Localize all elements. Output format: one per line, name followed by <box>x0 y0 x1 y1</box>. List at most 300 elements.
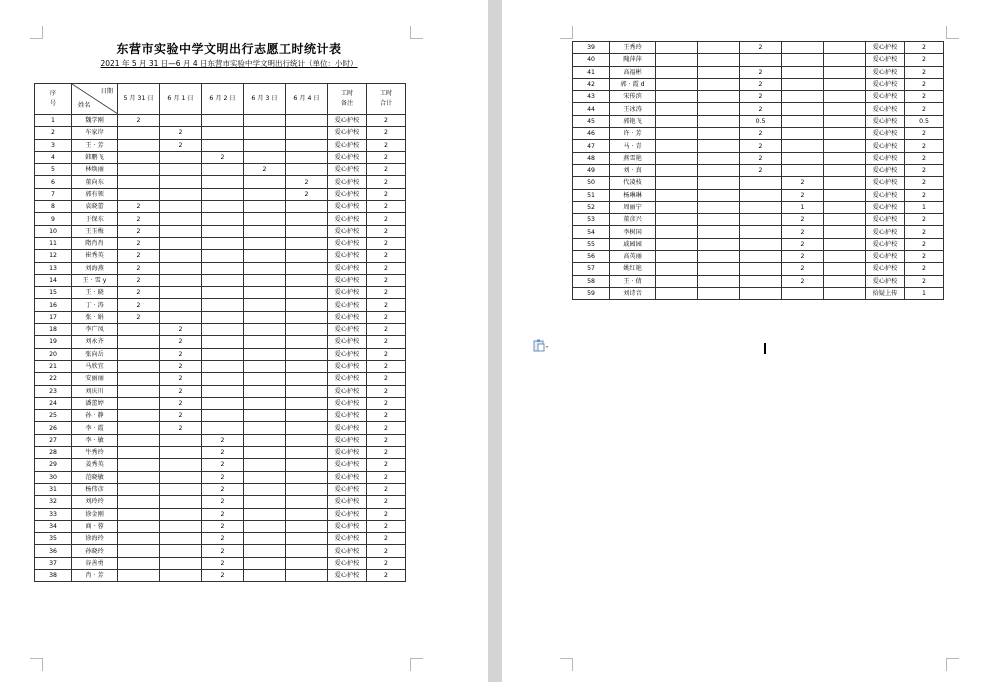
hours-cell <box>782 128 824 140</box>
table-row <box>35 471 406 483</box>
seq-cell: 38 <box>35 569 72 581</box>
hours-cell <box>118 188 160 200</box>
name-cell: 高福彬 <box>610 66 656 78</box>
hours-cell <box>286 360 328 372</box>
table-row <box>35 373 406 385</box>
hours-cell <box>202 287 244 299</box>
hours-cell <box>202 410 244 422</box>
hours-cell <box>118 373 160 385</box>
hours-cell <box>244 397 286 409</box>
hours-cell <box>118 545 160 557</box>
hours-cell: 2 <box>202 520 244 532</box>
hours-cell <box>286 287 328 299</box>
hours-cell: 2 <box>160 360 202 372</box>
seq-cell: 29 <box>35 459 72 471</box>
hours-cell <box>698 226 740 238</box>
seq-cell: 8 <box>35 201 72 213</box>
margin-mark <box>946 26 959 39</box>
hours-cell <box>656 226 698 238</box>
seq-cell: 12 <box>35 250 72 262</box>
hours-cell: 2 <box>202 569 244 581</box>
hours-cell: 2 <box>202 459 244 471</box>
note-cell: 爱心护校 <box>328 434 367 446</box>
hours-cell <box>160 520 202 532</box>
name-cell: 安丽丽 <box>72 373 118 385</box>
hours-cell <box>698 263 740 275</box>
seq-cell: 37 <box>35 557 72 569</box>
note-cell: 爱心护校 <box>328 410 367 422</box>
table-row <box>35 397 406 409</box>
hours-cell <box>160 545 202 557</box>
hours-cell <box>286 115 328 127</box>
hours-cell <box>118 324 160 336</box>
hours-cell: 2 <box>202 496 244 508</box>
hours-cell <box>244 569 286 581</box>
table-row <box>35 545 406 557</box>
hours-cell <box>244 176 286 188</box>
hours-cell <box>824 66 866 78</box>
seq-cell: 34 <box>35 520 72 532</box>
name-cell: 刘永齐 <box>72 336 118 348</box>
hours-cell: 2 <box>160 397 202 409</box>
total-cell: 2 <box>905 251 944 263</box>
hours-cell <box>286 483 328 495</box>
note-cell: 爱心护校 <box>866 54 905 66</box>
seq-cell: 15 <box>35 287 72 299</box>
hours-cell: 2 <box>202 508 244 520</box>
hours-cell <box>286 447 328 459</box>
hours-cell <box>782 78 824 90</box>
hours-cell <box>824 42 866 54</box>
name-cell: 刘玲玲 <box>72 496 118 508</box>
name-cell: 张向岳 <box>72 348 118 360</box>
hours-cell <box>244 225 286 237</box>
hours-cell <box>160 176 202 188</box>
hours-cell: 2 <box>202 434 244 446</box>
total-cell: 2 <box>367 127 406 139</box>
hours-cell <box>782 103 824 115</box>
note-cell: 爱心护校 <box>866 91 905 103</box>
table-row <box>35 164 406 176</box>
hours-cell <box>118 151 160 163</box>
seq-cell: 24 <box>35 397 72 409</box>
hours-cell <box>244 422 286 434</box>
note-cell: 爱心护校 <box>328 483 367 495</box>
seq-cell: 14 <box>35 274 72 286</box>
hours-cell <box>782 164 824 176</box>
name-cell: 燕雪艳 <box>610 152 656 164</box>
table-row <box>35 287 406 299</box>
hours-cell <box>160 225 202 237</box>
hours-cell <box>202 274 244 286</box>
hours-cell <box>656 78 698 90</box>
hours-cell <box>824 115 866 127</box>
hours-cell: 2 <box>286 176 328 188</box>
hours-cell <box>202 237 244 249</box>
hours-cell <box>824 164 866 176</box>
total-header: 工时 合计 <box>367 84 406 115</box>
hours-cell <box>244 127 286 139</box>
table-row <box>573 152 944 164</box>
hours-cell <box>698 189 740 201</box>
total-cell: 2 <box>905 66 944 78</box>
hours-cell <box>824 201 866 213</box>
name-cell: 王玉梅 <box>72 225 118 237</box>
hours-cell <box>244 213 286 225</box>
table-row <box>35 139 406 151</box>
hours-cell <box>118 127 160 139</box>
total-cell: 2 <box>905 177 944 189</box>
note-cell: 爱心护校 <box>328 151 367 163</box>
hours-cell <box>698 287 740 299</box>
hours-cell <box>656 189 698 201</box>
hours-cell <box>202 336 244 348</box>
name-cell: 车家岸 <box>72 127 118 139</box>
hours-cell <box>824 103 866 115</box>
hours-cell <box>698 164 740 176</box>
hours-cell <box>286 410 328 422</box>
hours-cell <box>160 434 202 446</box>
note-cell: 爱心护校 <box>866 226 905 238</box>
hours-cell: 0.5 <box>740 115 782 127</box>
hours-cell <box>202 250 244 262</box>
total-cell: 0.5 <box>905 115 944 127</box>
name-cell: 杨琳琳 <box>610 189 656 201</box>
seq-cell: 22 <box>35 373 72 385</box>
note-cell: 爱心护校 <box>328 508 367 520</box>
name-cell: 肖 · 芳 <box>72 569 118 581</box>
hours-cell <box>824 251 866 263</box>
hours-cell <box>698 115 740 127</box>
total-cell: 2 <box>367 545 406 557</box>
hours-cell <box>286 250 328 262</box>
hours-cell <box>202 311 244 323</box>
hours-cell <box>286 397 328 409</box>
table-row <box>573 177 944 189</box>
hours-cell: 2 <box>160 385 202 397</box>
hours-cell <box>244 201 286 213</box>
name-cell: 李 · 敏 <box>72 434 118 446</box>
hours-cell <box>782 287 824 299</box>
total-cell: 2 <box>905 152 944 164</box>
seq-cell: 13 <box>35 262 72 274</box>
hours-cell <box>202 139 244 151</box>
note-cell: 爱心护校 <box>328 397 367 409</box>
hours-cell <box>824 78 866 90</box>
hours-cell <box>656 54 698 66</box>
name-cell: 谷善勇 <box>72 557 118 569</box>
date-header: 6 月 4 日 <box>286 84 328 115</box>
hours-cell <box>118 422 160 434</box>
hours-cell <box>202 127 244 139</box>
hours-cell <box>824 54 866 66</box>
seq-cell: 16 <box>35 299 72 311</box>
note-cell: 爱心护校 <box>328 447 367 459</box>
hours-cell <box>698 66 740 78</box>
hours-cell <box>118 336 160 348</box>
hours-cell <box>698 177 740 189</box>
hours-cell <box>202 324 244 336</box>
total-cell: 2 <box>367 237 406 249</box>
seq-cell: 33 <box>35 508 72 520</box>
hours-cell: 2 <box>782 263 824 275</box>
note-cell: 爱心护校 <box>866 251 905 263</box>
seq-cell: 4 <box>35 151 72 163</box>
hours-cell <box>286 151 328 163</box>
hours-cell <box>160 533 202 545</box>
seq-cell: 30 <box>35 471 72 483</box>
hours-cell <box>118 533 160 545</box>
name-cell: 韩鹏飞 <box>72 151 118 163</box>
hours-cell <box>118 496 160 508</box>
date-header: 6 月 1 日 <box>160 84 202 115</box>
hours-cell: 2 <box>202 483 244 495</box>
hours-cell <box>160 447 202 459</box>
hours-cell <box>244 533 286 545</box>
hours-cell <box>118 360 160 372</box>
table-row <box>35 385 406 397</box>
seq-cell: 44 <box>573 103 610 115</box>
total-cell: 2 <box>905 164 944 176</box>
hours-cell <box>824 91 866 103</box>
table-row <box>573 103 944 115</box>
total-cell: 2 <box>367 225 406 237</box>
hours-cell: 2 <box>118 250 160 262</box>
total-cell: 2 <box>367 471 406 483</box>
hours-cell <box>286 139 328 151</box>
margin-mark <box>30 658 43 671</box>
hours-cell <box>286 237 328 249</box>
paste-options-icon[interactable] <box>533 339 549 353</box>
hours-cell <box>244 151 286 163</box>
seq-cell: 26 <box>35 422 72 434</box>
table-row <box>35 201 406 213</box>
total-cell: 2 <box>367 533 406 545</box>
name-cell: 商 · 蓉 <box>72 520 118 532</box>
hours-cell <box>118 471 160 483</box>
hours-cell <box>286 127 328 139</box>
hours-cell <box>656 238 698 250</box>
total-cell: 2 <box>905 214 944 226</box>
table-row <box>573 238 944 250</box>
hours-cell: 2 <box>782 177 824 189</box>
note-cell: 爱心护校 <box>328 373 367 385</box>
hours-cell <box>656 214 698 226</box>
hours-cell <box>244 188 286 200</box>
margin-mark <box>410 26 423 39</box>
hours-cell <box>286 201 328 213</box>
hours-cell <box>286 520 328 532</box>
hours-cell: 1 <box>782 201 824 213</box>
table-row <box>35 115 406 127</box>
hours-cell: 2 <box>118 274 160 286</box>
name-cell: 李广凤 <box>72 324 118 336</box>
hours-cell <box>656 177 698 189</box>
hours-cell <box>202 299 244 311</box>
hours-cell <box>160 496 202 508</box>
hours-cell <box>698 238 740 250</box>
table-row <box>35 127 406 139</box>
hours-cell <box>160 483 202 495</box>
hours-cell <box>244 115 286 127</box>
hours-cell <box>118 520 160 532</box>
note-cell: 爱心护校 <box>866 238 905 250</box>
table-row <box>573 214 944 226</box>
note-cell: 爱心护校 <box>328 348 367 360</box>
total-cell: 2 <box>367 447 406 459</box>
note-cell: 爱心护校 <box>328 496 367 508</box>
name-cell: 李树国 <box>610 226 656 238</box>
name-cell: 孙晓玲 <box>72 545 118 557</box>
note-cell: 爱心护校 <box>866 152 905 164</box>
hours-cell: 2 <box>202 471 244 483</box>
total-cell: 2 <box>367 164 406 176</box>
note-cell: 爱心护校 <box>328 127 367 139</box>
hours-cell <box>244 373 286 385</box>
note-cell: 爱心护校 <box>328 311 367 323</box>
seq-cell: 39 <box>573 42 610 54</box>
name-cell: 马 · 青 <box>610 140 656 152</box>
note-cell: 爱心护校 <box>866 177 905 189</box>
hours-cell: 2 <box>160 348 202 360</box>
hours-cell <box>244 410 286 422</box>
hours-cell <box>160 287 202 299</box>
note-header: 工时 备注 <box>328 84 367 115</box>
hours-cell <box>160 299 202 311</box>
note-cell: 爱心护校 <box>866 115 905 127</box>
table-row <box>573 263 944 275</box>
hours-cell <box>824 275 866 287</box>
hours-cell <box>286 299 328 311</box>
hours-cell <box>244 360 286 372</box>
hours-cell: 2 <box>740 128 782 140</box>
total-cell: 2 <box>367 287 406 299</box>
hours-cell <box>160 213 202 225</box>
table-row <box>35 213 406 225</box>
note-cell: 爱心护校 <box>328 520 367 532</box>
total-cell: 2 <box>367 299 406 311</box>
total-cell: 2 <box>905 91 944 103</box>
table-row <box>35 311 406 323</box>
table-row <box>35 274 406 286</box>
hours-cell <box>782 42 824 54</box>
note-cell: 爱心护校 <box>328 213 367 225</box>
seq-cell: 7 <box>35 188 72 200</box>
hours-cell <box>118 385 160 397</box>
hours-cell <box>740 287 782 299</box>
seq-cell: 11 <box>35 237 72 249</box>
hours-cell <box>118 569 160 581</box>
hours-cell: 2 <box>160 139 202 151</box>
total-cell: 2 <box>905 263 944 275</box>
hours-cell <box>118 483 160 495</box>
table-row <box>573 54 944 66</box>
name-cell: 魏学刚 <box>72 115 118 127</box>
hours-cell: 2 <box>118 213 160 225</box>
hours-cell: 2 <box>202 557 244 569</box>
hours-cell <box>286 225 328 237</box>
hours-cell <box>118 434 160 446</box>
hours-cell <box>160 201 202 213</box>
total-cell: 2 <box>367 569 406 581</box>
hours-cell <box>160 188 202 200</box>
hours-cell <box>286 545 328 557</box>
table-row <box>573 78 944 90</box>
seq-cell: 32 <box>35 496 72 508</box>
hours-cell <box>160 250 202 262</box>
hours-cell <box>160 262 202 274</box>
note-cell: 爱心护校 <box>328 569 367 581</box>
seq-cell: 1 <box>35 115 72 127</box>
hours-cell <box>160 237 202 249</box>
hours-cell <box>286 311 328 323</box>
seq-cell: 28 <box>35 447 72 459</box>
hours-cell <box>824 287 866 299</box>
name-cell: 王秀玲 <box>610 42 656 54</box>
table-row <box>35 422 406 434</box>
hours-cell: 2 <box>160 410 202 422</box>
total-cell: 2 <box>367 176 406 188</box>
hours-cell <box>656 275 698 287</box>
hours-cell <box>244 274 286 286</box>
total-cell: 2 <box>905 226 944 238</box>
hours-cell <box>740 177 782 189</box>
hours-cell <box>160 311 202 323</box>
table-row <box>573 189 944 201</box>
seq-cell: 35 <box>35 533 72 545</box>
name-cell: 丁 · 涛 <box>72 299 118 311</box>
hours-cell <box>656 128 698 140</box>
note-cell: 爱心护校 <box>328 557 367 569</box>
table-row <box>35 508 406 520</box>
hours-cell <box>656 164 698 176</box>
name-cell: 牛秀玲 <box>72 447 118 459</box>
total-cell: 2 <box>367 373 406 385</box>
hours-cell <box>740 275 782 287</box>
hours-cell <box>118 508 160 520</box>
hours-cell <box>244 262 286 274</box>
document-page-1 <box>0 0 488 682</box>
name-cell: 崔秀英 <box>72 250 118 262</box>
hours-cell <box>286 471 328 483</box>
hours-cell <box>656 42 698 54</box>
seq-cell: 43 <box>573 91 610 103</box>
table-row <box>573 140 944 152</box>
hours-cell <box>656 263 698 275</box>
hours-cell <box>740 214 782 226</box>
seq-cell: 45 <box>573 115 610 127</box>
seq-cell: 19 <box>35 336 72 348</box>
table-row <box>35 324 406 336</box>
table-row <box>35 496 406 508</box>
name-cell: 郭 · 霞 d <box>610 78 656 90</box>
hours-cell <box>740 238 782 250</box>
total-cell: 2 <box>367 422 406 434</box>
table-row <box>35 410 406 422</box>
total-cell: 2 <box>367 385 406 397</box>
total-cell: 2 <box>367 348 406 360</box>
hours-cell <box>202 422 244 434</box>
table-row <box>35 520 406 532</box>
note-cell: 爱心护校 <box>328 324 367 336</box>
hours-cell <box>286 373 328 385</box>
hours-cell <box>244 496 286 508</box>
seq-cell: 58 <box>573 275 610 287</box>
hours-cell <box>244 434 286 446</box>
note-cell: 爱心护校 <box>328 262 367 274</box>
table-row <box>573 115 944 127</box>
hours-cell: 2 <box>782 251 824 263</box>
